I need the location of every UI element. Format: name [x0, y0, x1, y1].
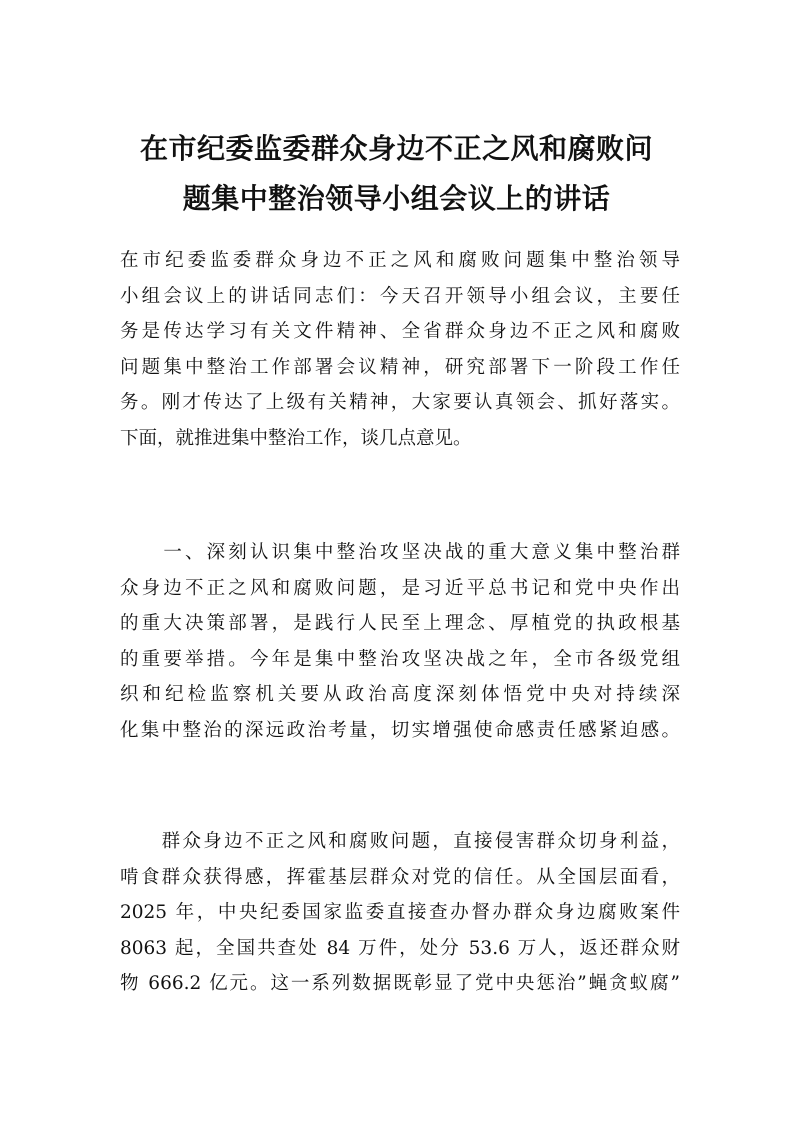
- paragraph-section-one: [120, 535, 680, 749]
- text-line: 问题集中整治工作部署会议精神，研究部署下一阶段工作任: [120, 356, 680, 378]
- title-line: 在市纪委监委群众身边不正之风和腐败问: [139, 132, 653, 165]
- text-line: 化集中整治的深远政治考量，切实增强使命感责任感紧迫感。: [120, 719, 680, 741]
- text-line: 的重要举措。今年是集中整治攻坚决战之年，全市各级党组: [120, 648, 680, 670]
- text-line: 啃食群众获得感，挥霍基层群众对党的信任。从全国层面看，: [120, 866, 680, 888]
- text-line: 物 666.2 亿元。这一系列数据既彰显了党中央惩治”蝇贪蚁腐”: [120, 973, 680, 995]
- text-line: 下面，就推进集中整治工作，谈几点意见。: [120, 427, 472, 449]
- text-line: 在市纪委监委群众身边不正之风和腐败问题集中整治领导: [120, 250, 680, 271]
- text-line: 群众身边不正之风和腐败问题，直接侵害群众切身利益，: [120, 831, 680, 852]
- text-line: 2025 年，中央纪委国家监委直接查办督办群众身边腐败案件: [120, 902, 680, 924]
- text-line: 务是传达学习有关文件精神、全省群众身边不正之风和腐败: [120, 321, 680, 343]
- text-line: 小组会议上的讲话同志们：今天召开领导小组会议，主要任: [120, 285, 680, 307]
- text-line: 的重大决策部署，是践行人民至上理念、厚植党的执政根基: [120, 613, 680, 635]
- text-line: 8063 起，全国共查处 84 万件，处分 53.6 万人，返还群众财: [120, 937, 680, 959]
- paragraph-opening: [120, 243, 680, 457]
- text-line: 织和纪检监察机关要从政治高度深刻体悟党中央对持续深: [120, 684, 680, 706]
- text-line: 一、深刻认识集中整治攻坚决战的重大意义集中整治群: [120, 542, 680, 563]
- paragraph-statistics: [120, 824, 680, 1002]
- title-line: 题集中整治领导小组会议上的讲话: [182, 182, 611, 215]
- text-line: 众身边不正之风和腐败问题，是习近平总书记和党中央作出: [120, 577, 680, 599]
- text-line: 务。刚才传达了上级有关精神，大家要认真领会、抓好落实。: [120, 392, 680, 414]
- document-title: [110, 124, 683, 224]
